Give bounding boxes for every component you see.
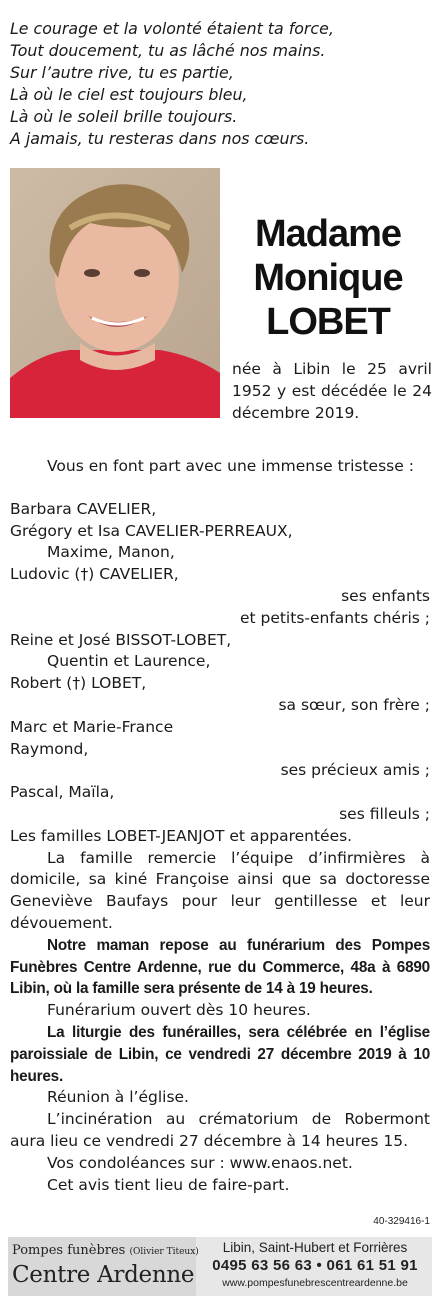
funerarium-hours: Funérarium ouvert dès 10 heures. [47, 1001, 311, 1020]
announcement-body [10, 456, 430, 1196]
funerarium-paragraph: Notre maman repose au funérarium des Pompes Funèbres Centre Ardenne, rue du Commerce, 48a à 6890 Libin, où la famille sera présente de 14 à 19 heures. [10, 936, 430, 998]
funeral-home-type [12, 1243, 199, 1258]
funeral-home-locations: Libin, Saint-Hubert et Forrières [222, 1240, 408, 1255]
family-member: Ludovic (†) CAVELIER, [10, 565, 179, 584]
family-role: ses précieux amis ; [280, 761, 430, 780]
family-member: Pascal, Maïla, [10, 783, 115, 802]
deceased-name [226, 212, 430, 344]
family-role: ses filleuls ; [339, 804, 430, 823]
thanks-paragraph: La famille remercie l’équipe d’infirmières à domicile, sa kiné Françoise ainsi que sa doctoresse Geneviève Baufays pour leur gentillesse et leur dévouement. [10, 848, 430, 932]
family-member: Barbara CAVELIER, [10, 499, 157, 518]
family-member: Raymond, [10, 739, 89, 758]
reference-number: 40-329416-1 [373, 1216, 430, 1227]
families-line: Les familles LOBET-JEANJOT et apparentées. [10, 826, 353, 845]
family-member: Marc et Marie-France [10, 717, 174, 736]
funeral-home-website: www.pompesfunebrescentreardenne.be [222, 1277, 408, 1289]
poem-line: Le courage et la volonté étaient ta force, [10, 19, 334, 38]
funeral-home-banner [8, 1237, 432, 1296]
liturgy-paragraph: La liturgie des funérailles, sera célébrée en l’église paroissiale de Libin, ce vendredi 27 décembre 2019 à 10 heures. [10, 1023, 430, 1085]
poem [10, 18, 430, 150]
funeral-home-name: Centre Ardenne [12, 1262, 195, 1288]
funeral-home-contact [200, 1237, 430, 1296]
portrait-photo [10, 168, 220, 418]
notice-line: Cet avis tient lieu de faire-part. [47, 1175, 290, 1194]
meeting-line: Réunion à l’église. [47, 1088, 189, 1107]
title: Madame [254, 213, 402, 255]
poem-line: Là où le soleil brille toujours. [10, 107, 238, 126]
funeral-home-logo [8, 1237, 199, 1296]
cremation-paragraph: L’incinération au crématorium de Robermont aura lieu ce vendredi 27 décembre à 14 heures 15. [10, 1110, 430, 1150]
birth-death-text: née à Libin le 25 avril 1952 y est décédée le 24 décembre 2019. [232, 360, 432, 422]
funeral-home-owner: (Olivier Titeux) [129, 1247, 199, 1257]
family-member: Robert (†) LOBET, [10, 674, 147, 693]
announcement-text: Vous en font part avec une immense tristesse : [47, 457, 414, 475]
family-role: et petits-enfants chéris ; [239, 608, 430, 627]
family-member: Quentin et Laurence, [47, 652, 211, 671]
family-role: sa sœur, son frère ; [278, 695, 430, 714]
family-member: Reine et José BISSOT-LOBET, [10, 630, 232, 649]
last-name: LOBET [266, 301, 390, 343]
family-member: Grégory et Isa CAVELIER-PERREAUX, [10, 521, 293, 540]
condolences-line: Vos condoléances sur : www.enaos.net. [47, 1153, 353, 1172]
poem-line: Sur l’autre rive, tu es partie, [10, 63, 234, 82]
funeral-home-phones: 0495 63 56 63 • 061 61 51 91 [212, 1257, 418, 1274]
funeral-home-label: Pompes funèbres [12, 1243, 126, 1258]
poem-line: Là où le ciel est toujours bleu, [10, 85, 248, 104]
family-member: Maxime, Manon, [47, 543, 175, 562]
family-role: ses enfants [341, 586, 430, 605]
first-name: Monique [253, 257, 403, 299]
poem-line: Tout doucement, tu as lâché nos mains. [10, 41, 326, 60]
poem-line: A jamais, tu resteras dans nos cœurs. [10, 129, 310, 148]
